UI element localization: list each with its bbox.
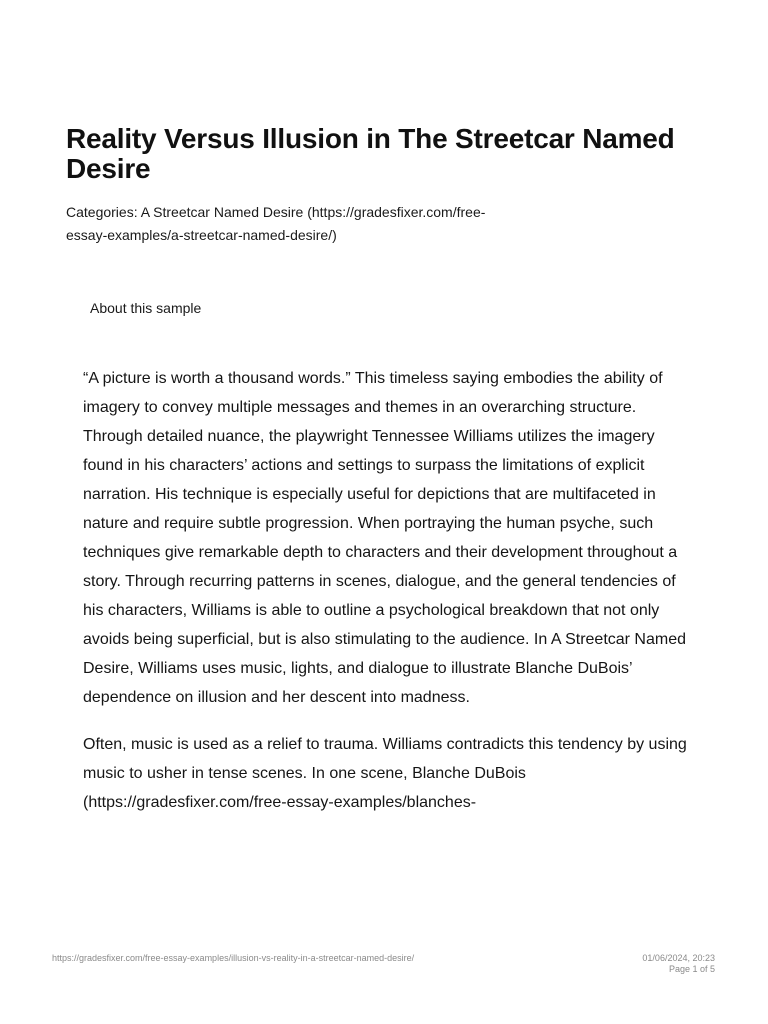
footer-meta bbox=[642, 953, 715, 975]
footer-page-number: Page 1 of 5 bbox=[668, 964, 715, 974]
page-title: Reality Versus Illusion in The Streetcar Named Desire bbox=[66, 123, 675, 184]
essay-paragraph: “A picture is worth a thousand words.” This timeless saying embodies the ability of imagery to convey multiple messages and themes in an overarching structure. Through detailed nuance, the playwright Tennessee Williams utilizes the imagery found in his characters’ actions and settings to surpass the limitations of explicit narration. His technique is especially useful for depictions that are multifaceted in nature and require subtle progression. When portraying the human psyche, such techniques give remarkable depth to characters and their development throughout a story. Through recurring patterns in scenes, dialogue, and the general tendencies of his characters, Williams is able to outline a psychological breakdown that not only avoids being superficial, but is also stimulating to the audience. In A Streetcar Named Desire, Williams uses music, lights, and dialogue to illustrate Blanche DuBois’ dependence on illusion and her descent into madness. bbox=[83, 370, 687, 706]
footer-url: https://gradesfixer.com/free-essay-examples/illusion-vs-reality-in-a-streetcar-named-desire/ bbox=[52, 953, 415, 963]
about-sample-label: About this sample bbox=[90, 300, 202, 316]
categories-line: Categories: A Streetcar Named Desire (https://gradesfixer.com/free-essay-examples/a-streetcar-named-desire/) bbox=[66, 204, 486, 243]
essay-paragraph: Often, music is used as a relief to trauma. Williams contradicts this tendency by using music to usher in tense scenes. In one scene, Blanche DuBois (https://gradesfixer.com/free-essay-examples/blanches- bbox=[83, 736, 687, 811]
essay-body bbox=[83, 364, 695, 835]
footer-datetime: 01/06/2024, 20:23 bbox=[642, 953, 715, 963]
